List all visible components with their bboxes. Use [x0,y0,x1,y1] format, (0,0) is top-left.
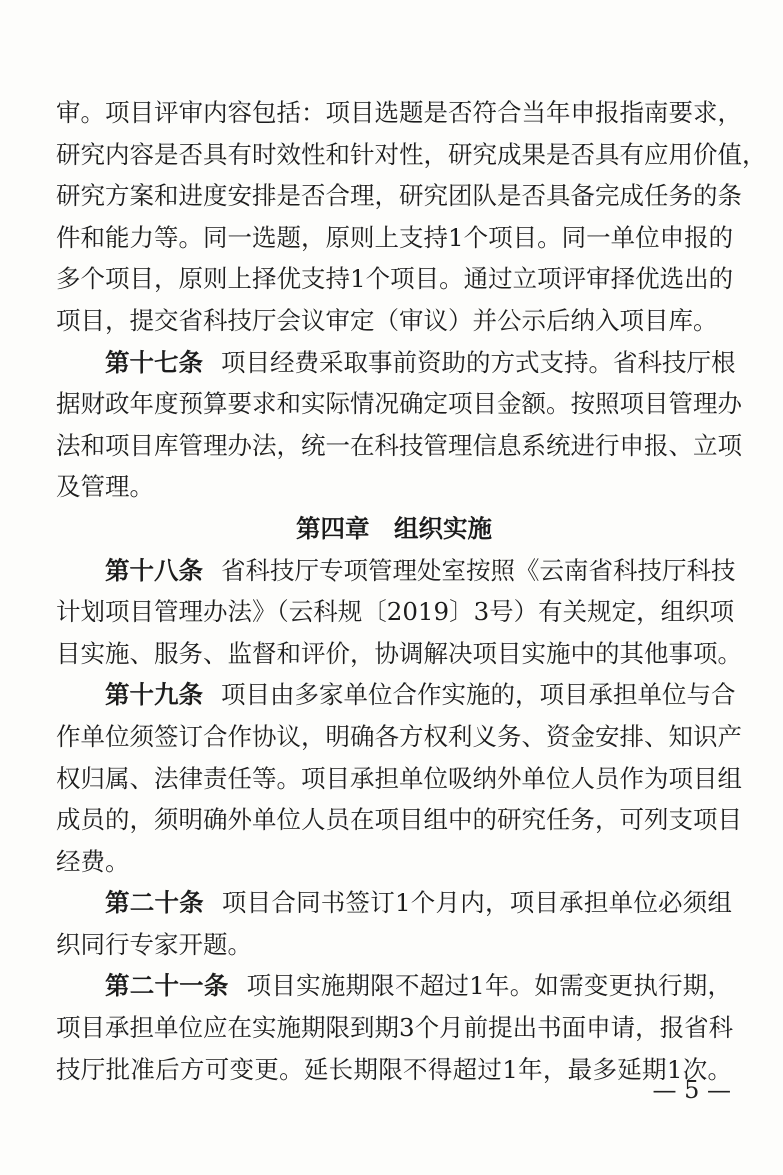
article-19-text: 项目由多家单位合作实施的，项目承担单位与合 [221,680,736,710]
text-line: 法和项目库管理办法，统一在科技管理信息系统进行申报、立项 [56,430,742,460]
page-body [56,92,767,1090]
text-line: 审。项目评审内容包括：项目选题是否符合当年申报指南要求， [56,98,742,127]
text-line: 织同行专家开题。 [56,929,252,959]
article-17-first-line [56,342,736,384]
page-number: — 5 — [652,1076,731,1104]
text-line: 经费。 [56,846,130,876]
text-line: 作单位须签订合作协议，明确各方权利义务、资金安排、知识产 [56,721,742,751]
article-20-first-line [56,882,732,924]
article-19-first-line [56,674,736,716]
article-20-text: 项目合同书签订1个月内，项目承担单位必须组 [221,888,732,918]
text-line: 据财政年度预算要求和实际情况确定项目金额。按照项目管理办 [56,389,742,419]
text-line: 研究内容是否具有时效性和针对性，研究成果是否具有应用价值， [56,139,767,169]
article-17-label: 第十七条 [105,347,203,377]
text-line: 研究方案和进度安排是否合理，研究团队是否具备完成任务的条 [56,181,742,211]
article-20-label: 第二十条 [105,888,204,918]
text-line: 件和能力等。同一选题，原则上支持1个项目。同一单位申报的 [56,222,734,252]
article-19-label: 第十九条 [105,680,203,710]
text-line: 项目承担单位应在实施期限到期3个月前提出书面申请，报省科 [56,1013,734,1043]
text-line: 及管理。 [56,472,154,502]
text-line: 权归属、法律责任等。项目承担单位吸纳外单位人员作为项目组 [56,763,742,793]
chapter-heading: 第四章 组织实施 [296,513,492,543]
text-line: 技厅批准后方可变更。延长期限不得超过1年，最多延期1次。 [56,1054,732,1084]
text-line: 目实施、服务、监督和评价，协调解决项目实施中的其他事项。 [56,638,742,668]
article-18-label: 第十八条 [105,555,203,585]
text-line: 多个项目，原则上择优支持1个项目。通过立项评审择优选出的 [56,264,734,294]
text-line: 成员的，须明确外单位人员在项目组中的研究任务，可列支项目 [56,805,742,835]
article-21-first-line [56,965,732,1007]
text-line: 计划项目管理办法》（云科规〔2019〕3号）有关规定，组织项 [56,597,735,627]
article-21-text: 项目实施期限不超过1年。如需变更执行期， [246,971,733,1001]
article-21-label: 第二十一条 [105,971,229,1001]
article-18-text: 省科技厅专项管理处室按照《云南省科技厅科技 [221,555,736,585]
article-17-text: 项目经费采取事前资助的方式支持。省科技厅根 [221,347,736,377]
article-18-first-line [56,550,736,592]
text-line: 项目，提交省科技厅会议审定（审议）并公示后纳入项目库。 [56,305,718,335]
